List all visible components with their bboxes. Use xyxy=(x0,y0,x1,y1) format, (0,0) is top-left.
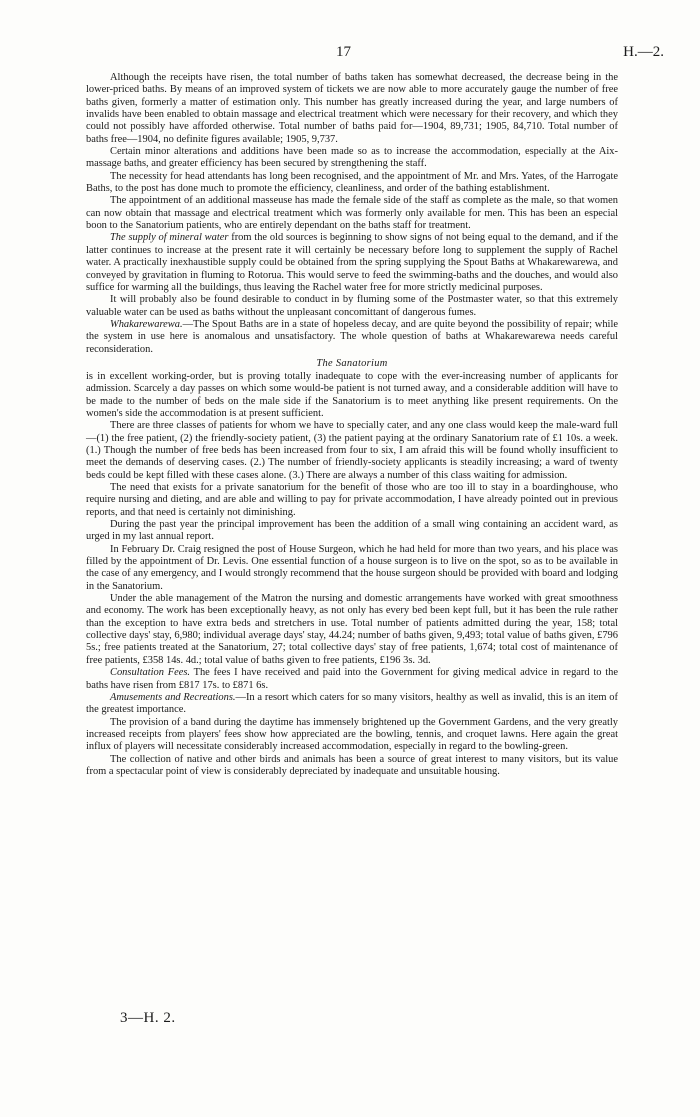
paragraph-alterations: Certain minor alterations and additions have been made so as to increase the accommodation, especially at the Aix-massage baths, and greater efficiency has been secured by strengthening the staff. xyxy=(86,146,618,170)
paragraph-accident-ward: During the past year the principal improvement has been the addition of a small wing containing an accident ward, as urged in my last annual report. xyxy=(86,519,618,543)
document-body xyxy=(86,72,618,778)
paragraph-masseuse: The appointment of an additional masseuse has made the female side of the staff as complete as the male, so that women can now obtain that massage and electrical treatment which was formerly only available for men. This has been an especial boon to the Sanatorium patients, who are entirely dependant on the baths staff for treatment. xyxy=(86,195,618,232)
paragraph-lead-italic: The supply of mineral water xyxy=(110,232,229,244)
paragraph-baths-total: Although the receipts have risen, the total number of baths taken has somewhat decreased, the decrease being in the lower-priced baths. By means of an improved system of tickets we are now able to more accurately gauge the number of free baths given, formerly a matter of estimation only. This number has greatly increased during the year, and large numbers of invalids have been enabled to obtain massage and electrical treatment which were necessary for their recovery, and which they could not possibly have afforded otherwise. Total number of baths paid for—1904, 89,731; 1905, 84,710. Total number of baths free—1904, no definite figures available; 1905, 9,737. xyxy=(86,72,618,145)
page-header xyxy=(0,44,700,62)
paragraph-birds-animals: The collection of native and other birds and animals has been a source of great interest to many visitors, but its value from a spectacular point of view is considerably depreciated by inadequate and unsuitable housing. xyxy=(86,753,618,777)
page-number: 17 xyxy=(336,44,351,60)
paragraph-patient-classes: There are three classes of patients for whom we have to specially cater, and any one class would keep the male-ward full—(1) the free patient, (2) the friendly-society patient, (3) the patient paying at the ordinary Sanatorium rate of £1 10s. a week. (1.) Though the number of free beds has been increased from four to six, I am afraid this will be found wholly insufficient to meet the demands of deserving cases. (2.) The number of friendly-society applicants is steadily increasing; a ward of twenty beds could be kept filled with these cases alone. (3.) There are always a number of this class waiting for admission. xyxy=(86,420,618,481)
paragraph-amusements: Amusements and Recreations.—In a resort which caters for so many visitors, healthy as well as invalid, this is an item of the greatest importance. xyxy=(86,691,618,716)
paragraph-lead-italic: Amusements and Recreations. xyxy=(110,691,236,703)
section-heading-sanatorium: The Sanatorium xyxy=(316,357,388,369)
paragraph-matron-statistics: Under the able management of the Matron the nursing and domestic arrangements have worked with great smoothness and economy. The work has been exceptionally heavy, as not only has every bed been kept full, but it has been the rule rather than the exception to have extra beds and stretchers in use. Total number of patients admitted during the year, 158; total collective days' stay, 6,980; individual average days' stay, 44.24; number of baths given, 9,493; total value of baths given, £796 5s.; free patients treated at the Sanatorium, 27; total collective days' stay of free patients, 1,674; total cost of maintenance of free patients, £358 14s. 4d.; total value of baths given to free patients, £196 3s. 3d. xyxy=(86,593,618,666)
paragraph-whakarewarewa: Whakarewarewa.—The Spout Baths are in a state of hopeless decay, and are quite beyond the possibility of repair; while the system in use here is anomalous and unsatisfactory. The whole question of baths at Whakarewarewa needs careful reconsideration. xyxy=(86,318,618,355)
paragraph-consultation-fees: Consultation Fees. The fees I have received and paid into the Government for giving medical advice in regard to the baths have risen from £817 17s. to £871 6s. xyxy=(86,667,619,691)
paragraph-house-surgeon: In February Dr. Craig resigned the post of House Surgeon, which he had held for more than two years, and his place was filled by the appointment of Dr. Levis. One essential function of a house surgeon is to live on the spot, so as to be available in the case of any emergency, and I would strongly recommend that the house surgeon should be provided with board and lodging in the Sanatorium. xyxy=(86,543,618,592)
paragraph-postmaster-water: It will probably also be found desirable to conduct in by fluming some of the Postmaster water, so that this extremely valuable water can be used as baths without the unpleasant concomittant of dangerous fumes. xyxy=(86,294,618,318)
paragraph-sanatorium-inadequate: is in excellent working-order, but is proving totally inadequate to cope with the ever-increasing number of applicants for admission. Scarcely a day passes on which some would-be patient is not turned away, and a considerable addition will have to be made to the number of beds on the male side if the Sanatorium is to meet anything like present requirements. On the women's side the accommodation is at present sufficient. xyxy=(86,370,618,419)
paragraph-head-attendants: The necessity for head attendants has long been recognised, and the appointment of Mr. and Mrs. Yates, of the Harrogate Baths, to the post has done much to promote the efficiency, cleanliness, and order of the bathing establishment. xyxy=(86,170,618,195)
paragraph-lead-italic: Consultation Fees. xyxy=(110,667,191,679)
document-reference: H.—2. xyxy=(623,44,664,60)
paragraph-private-sanatorium: The need that exists for a private sanatorium for the benefit of those who are too ill to stay in a boardinghouse, who require nursing and dieting, and are able and willing to pay for private accommodation, I have already pointed out in previous reports, and that need is certainly not diminishing. xyxy=(86,482,618,518)
paragraph-mineral-water: The supply of mineral water from the old sources is beginning to show signs of not being equal to the demand, and if the latter continues to increase at the present rate it will certainly be necessary before long to supplement the supply of Rachel water. A practically inexhaustible supply could be obtained from the spring supplying the Spout Baths at Whakarewarewa, and conveyed by gravitation in fluming to Rotorua. This would serve to feed the swimming-baths and the douches, and would also suffice for warming all the buildings, thus leaving the Rachel water free for more strictly medicinal purposes. xyxy=(86,232,618,293)
paragraph-lead-italic: Whakarewarewa. xyxy=(110,318,183,330)
signature-mark: 3—H. 2. xyxy=(120,1010,176,1026)
paragraph-band-gardens: The provision of a band during the daytime has immensely brightened up the Government Gardens, and the very greatly increased receipts from players' fees show how appreciated are the bowling, tennis, and croquet lawns. Here again the great influx of players will necessitate considerably increased accommodation, especially in regard to the bowling-green. xyxy=(86,716,618,753)
